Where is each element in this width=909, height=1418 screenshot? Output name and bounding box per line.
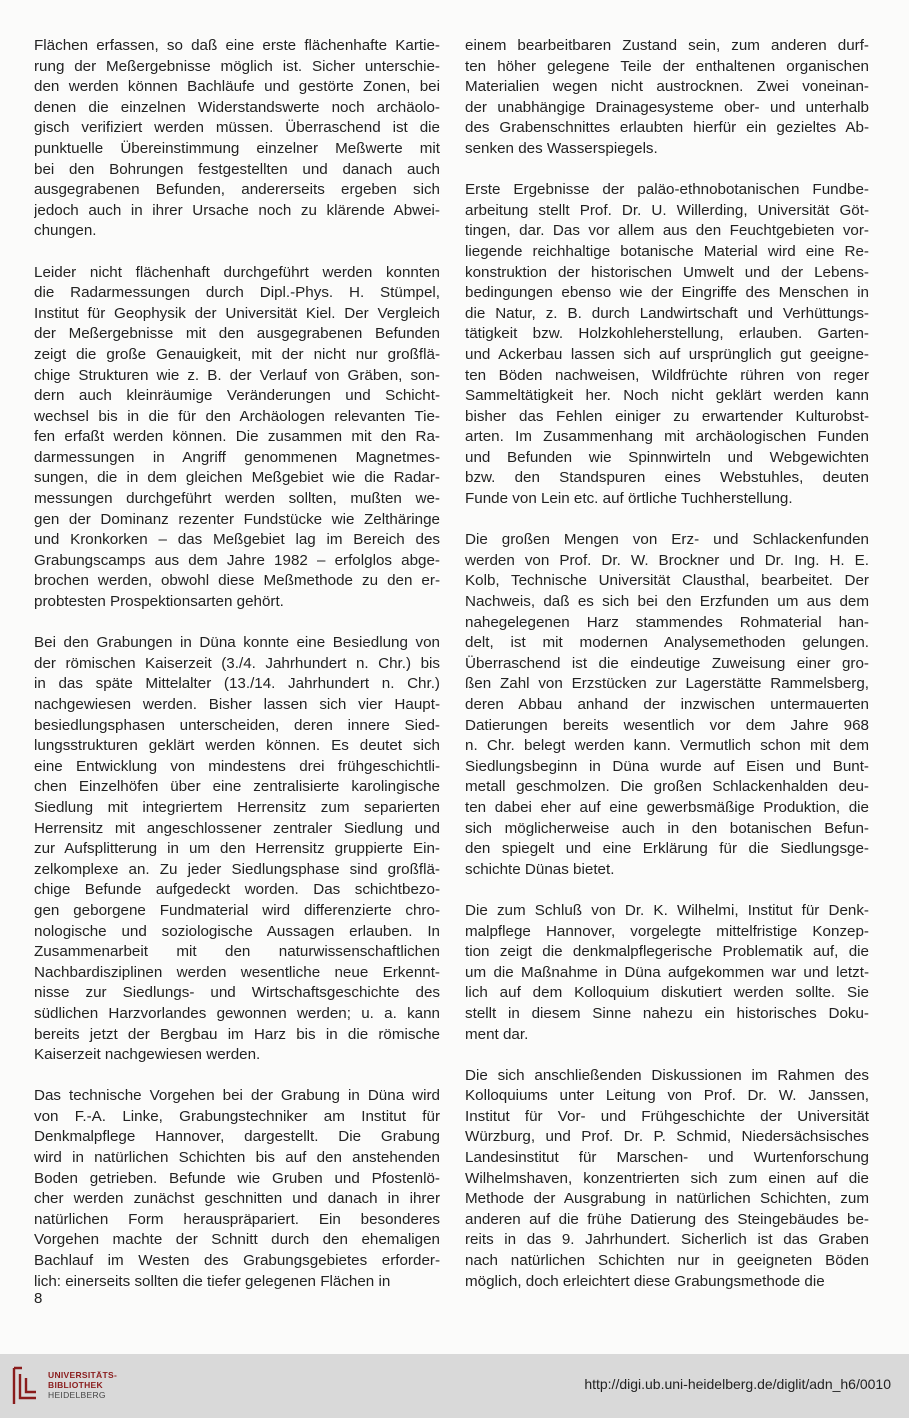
text-line: Landesinstitut für Marschen- und Wurtenforschung (465, 1149, 869, 1167)
paragraph (34, 36, 440, 242)
text-line: Kolb, Technische Universität Clausthal, bearbeitet. Der (465, 572, 869, 590)
text-line: Zusammenarbeit mit den naturwissenschaftlichen (34, 943, 440, 961)
text-line: gen der Dominanz rezenter Fundstücke wie Zelthäringe (34, 510, 440, 528)
text-line: ßen Zahl von Erzstücken zur Lagerstätte Rammelsberg, (465, 675, 869, 693)
text-line: und Kronkorken – das Meßgebiet lag im Bereich des (34, 531, 440, 549)
text-line: und Ackerbau lassen sich auf ursprünglich gut geeigne- (465, 345, 869, 363)
text-line: Erste Ergebnisse der paläo-ethnobotanischen Fundbe- (465, 181, 869, 199)
text-line: Leider nicht flächenhaft durchgeführt werden konnten (34, 263, 440, 281)
text-line: werden von Prof. Dr. W. Brockner und Dr. Ing. H. E. (465, 551, 869, 569)
text-line: arbeitung stellt Prof. Dr. U. Willerding, Universität Göt- (465, 201, 869, 219)
text-line: denen die einzelnen Widerstandswerte noch archäolo- (34, 98, 440, 116)
footer-bar (0, 1354, 909, 1418)
text-line: um die Maßnahme in Düna aufgekommen war und letzt- (465, 963, 869, 981)
text-line: Überraschend ist die eindeutige Zuweisung einer gro- (465, 654, 869, 672)
text-line: liegende reichhaltige botanische Material wird eine Re- (465, 242, 869, 260)
text-line: von F.-A. Linke, Grabungstechniker am Institut für (34, 1107, 440, 1125)
paragraph (34, 1086, 440, 1292)
text-line: den werden können Bachläufe und gestörte Zonen, bei (34, 78, 440, 96)
paragraph (34, 633, 440, 1065)
text-line: gen geborgene Fundmaterial wird differenzierte chro- (34, 901, 440, 919)
text-line: delt, ist mit modernen Analysemethoden gelungen. (465, 634, 869, 652)
paragraph (34, 263, 440, 613)
text-line: Sammeltätigkeit her. Noch nicht geklärt werden kann (465, 387, 869, 405)
text-line: chungen. (34, 222, 97, 240)
text-line: malpflege Hannover, vorgelegte mittelfristige Konzep- (465, 922, 869, 940)
text-line: einem bearbeitbaren Zustand sein, zum anderen durf- (465, 37, 869, 54)
text-line: bisher das Fehlen einiger zu erwartender Kulturobst- (465, 407, 869, 425)
text-line: Institut für Vor- und Frühgeschichte der Universität (465, 1107, 869, 1125)
library-logo-icon (10, 1364, 40, 1408)
text-line: der unabhängige Drainagesysteme ober- und unterhalb (465, 98, 869, 116)
text-line: chen Einzelhöfen über eine zentralisierte karolingische (34, 778, 440, 796)
text-line: gisch verifiziert werden müssen. Überraschend ist die (34, 119, 440, 137)
text-line: bei den Bohrungen festgestellten und danach auch (34, 160, 440, 178)
text-line: brochen werden, obwohl diese Meßmethode zu den er- (34, 572, 440, 590)
text-line: zur Aufsplitterung in um den Herrensitz gruppierte Ein- (34, 840, 440, 858)
text-line: bzw. den Standspuren eines Webstuhles, deuten (465, 469, 869, 487)
library-logo-text (48, 1370, 117, 1400)
text-line: Kaiserzeit nachgewiesen werden. (34, 1046, 261, 1064)
text-line: chige Strukturen wie z. B. der Verlauf von Gräben, son- (34, 366, 440, 384)
text-line: Materialien wegen nicht austrocknen. Zwei voneinan- (465, 78, 869, 96)
text-line: natürlichen Form herauspräpariert. Ein besonderes (34, 1210, 440, 1228)
left-column (34, 36, 440, 1313)
text-line: die Radarmessungen durch Dipl.-Phys. H. Stümpel, (34, 284, 440, 302)
text-line: probtesten Prospektionsarten gehört. (34, 593, 284, 611)
text-line: besiedlungsphasen unterscheiden, deren innere Sied- (34, 716, 440, 734)
text-line: wird in natürlichen Schichten bis auf den anstehenden (34, 1149, 440, 1167)
text-line: des Grabenschnittes erlaubten hierfür ein gezieltes Ab- (465, 119, 869, 137)
text-line: darmessungen in Angriff genommenen Magnetmes- (34, 448, 440, 466)
text-line: Die zum Schluß von Dr. K. Wilhelmi, Institut für Denk- (465, 901, 869, 919)
text-line: dern auch kleinräumige Veränderungen und Schicht- (34, 387, 440, 405)
logo-line-3: HEIDELBERG (48, 1390, 106, 1400)
text-line: chige Befunde aufgedeckt worden. Das schichtbezo- (34, 881, 440, 899)
text-line: nahegelegenen Harz stammendes Rohmaterial han- (465, 613, 869, 631)
text-line: Nachweis, daß es sich bei den Erzfunden um aus dem (465, 593, 869, 611)
text-line: bedingungen ebenso wie der Eingriffe des Menschen in (465, 284, 869, 302)
text-line: ten dabei eher auf eine gewerbsmäßige Produktion, die (465, 798, 869, 816)
text-line: Die sich anschließenden Diskussionen im Rahmen des (465, 1066, 869, 1084)
text-line: schichte Dünas bietet. (465, 860, 615, 878)
text-line: Bachlauf im Westen des Grabungsgebietes erforder- (34, 1252, 440, 1270)
text-line: nologische und soziologische Aussagen erlauben. In (34, 922, 440, 940)
text-line: südlichen Harzvorlandes gewonnen werden; u. a. kann (34, 1004, 440, 1022)
text-line: Kolloquiums unter Leitung von Prof. Dr. W. Janssen, (465, 1087, 869, 1105)
paragraph (465, 36, 869, 160)
text-line: lungsstrukturen geklärt werden können. Es deutet sich (34, 737, 440, 755)
text-line: ten höher gelegene Teile der enthaltenen organischen (465, 57, 869, 75)
text-line: lich auf dem Kolloquium diskutiert werden sollte. Sie (465, 984, 869, 1002)
paragraph (465, 530, 869, 880)
text-line: Siedlung mit integriertem Herrensitz zum separierten (34, 798, 440, 816)
text-line: fen erfaßt werden können. Die zusammen mit den Ra- (34, 428, 440, 446)
text-line: den spiegelt und eine Erklärung für die Siedlungsge- (465, 840, 869, 858)
text-line: sich möglicherweise auch in den botanischen Befun- (465, 819, 869, 837)
text-line: Herrensitz mit angeschlossener zentraler Siedlung und (34, 819, 440, 837)
right-column (465, 36, 869, 1313)
text-line: n. Chr. belegt werden kann. Vermutlich schon mit dem (465, 737, 869, 755)
text-line: Funde von Lein etc. auf örtliche Tuchherstellung. (465, 490, 793, 508)
text-line: Das technische Vorgehen bei der Grabung in Düna wird (34, 1087, 440, 1105)
text-line: Institut für Geophysik der Universität Kiel. Der Vergleich (34, 304, 440, 322)
text-line: die Natur, z. B. durch Landwirtschaft und Verhüttungs- (465, 304, 869, 322)
text-line: nachgewiesen werden. Bisher lassen sich vier Haupt- (34, 696, 440, 713)
text-line: reits in das 9. Jahrhundert. Sicherlich ist das Graben (465, 1231, 869, 1249)
text-line: tingen, dar. Das vor allem aus den Feuchtgebieten vor- (465, 222, 869, 240)
text-line: metall geschmolzen. Die großen Schlackenhalden deu- (465, 778, 869, 796)
text-line: jedoch auch in ihrer Ursache noch zu klärende Abwei- (34, 201, 440, 219)
text-line: anderen auf die frühe Datierung des Steingebäudes be- (465, 1210, 869, 1228)
text-line: Nachbardisziplinen werden wesentliche neue Erkennt- (34, 963, 440, 981)
paragraph (465, 1066, 869, 1293)
text-line: wechsel bis in die für den Archäologen relevanten Tie- (34, 407, 440, 425)
text-line: konstruktion der historischen Umwelt und der Lebens- (465, 263, 869, 281)
text-line: Die großen Mengen von Erz- und Schlackenfunden (465, 531, 869, 549)
paragraph (465, 180, 869, 510)
text-line: tion zeigt die denkmalpflegerische Problematik auf, die (465, 943, 869, 961)
text-line: eine Entwicklung von mindestens drei frühgeschichtli- (34, 757, 440, 775)
text-line: rung der Meßergebnisse möglich ist. Sicher unterschie- (34, 57, 440, 75)
text-line: Boden getrieben. Befunde wie Gruben und Pfostenlö- (34, 1169, 440, 1187)
text-line: ten Böden nachweisen, Wildfrüchte rühren von reger (465, 366, 869, 384)
text-line: der Meßergebnisse mit den ausgegrabenen Befunden (34, 325, 440, 343)
text-line: Datierungen bereits wesentlich vor dem Jahre 968 (465, 716, 869, 734)
text-line: Wilhelmshaven, konzentrierten sich zum einen auf die (465, 1169, 869, 1187)
text-line: Bei den Grabungen in Düna konnte eine Besiedlung von (34, 634, 440, 652)
text-line: arten. Im Zusammenhang mit archäologischen Funden (465, 428, 869, 446)
page-number: 8 (34, 1290, 43, 1307)
text-line: Denkmalpflege Hannover, dargestellt. Die Grabung (34, 1128, 440, 1146)
logo-line-1: UNIVERSITÄTS- (48, 1370, 118, 1380)
text-line: Methode der Ausgrabung in natürlichen Schichten, zum (465, 1190, 869, 1208)
text-line: tätigkeit bzw. Holzkohleherstellung, erlauben. Garten- (465, 325, 869, 343)
source-url-link[interactable]: http://digi.ub.uni-heidelberg.de/diglit/adn_h6/0010 (584, 1376, 891, 1392)
text-line: Grabungscamps aus dem Jahre 1982 – erfolglos abge- (34, 551, 440, 569)
text-line: und Befunden wie Spinnwirteln und Webgewichten (465, 448, 869, 466)
logo-line-2: BIBLIOTHEK (48, 1380, 103, 1390)
text-line: Würzburg, und Prof. Dr. P. Schmid, Niedersächsisches (465, 1128, 869, 1146)
text-line: senken des Wasserspiegels. (465, 139, 658, 157)
text-line: lich: einerseits sollten die tiefer gelegenen Flächen in (34, 1272, 391, 1290)
text-line: stellt in diesem Sinne nahezu ein historisches Doku- (465, 1004, 869, 1022)
text-line: ausgegrabenen Befunden, andererseits ergeben sich (34, 181, 440, 199)
text-line: in das späte Mittelalter (13./14. Jahrhundert n. Chr.) (34, 675, 440, 693)
text-line: Vorgehen machte der Schnitt durch den ehemaligen (34, 1231, 440, 1249)
text-line: Siedlungsbeginn in Düna wurde auf Eisen und Bunt- (465, 757, 869, 775)
text-line: zeigt die große Genauigkeit, mit der nicht nur großflä- (34, 345, 440, 363)
text-line: nach natürlichen Schichten nur in geeigneten Böden (465, 1252, 869, 1270)
text-line: möglich, doch erleichtert diese Grabungsmethode die (465, 1272, 825, 1290)
text-line: sungen, die in dem gleichen Meßgebiet wie die Radar- (34, 469, 440, 487)
text-line: der römischen Kaiserzeit (3./4. Jahrhundert n. Chr.) bis (34, 654, 440, 672)
text-line: bereits jetzt der Bergbau im Harz bis in die römische (34, 1025, 440, 1043)
text-line: messungen durchgeführt werden sollten, mußten we- (34, 490, 440, 508)
text-line: cher werden zunächst geschnitten und danach in ihrer (34, 1190, 440, 1208)
text-line: zelkomplexe an. Zu jeder Siedlungsphase sind großflä- (34, 860, 440, 878)
text-line: Flächen erfassen, so daß eine erste flächenhafte Kartie- (34, 37, 440, 54)
text-line: ment dar. (465, 1025, 529, 1043)
text-line: deren Abbau anhand der inzwischen untermauerten (465, 696, 869, 713)
text-line: nisse zur Siedlungs- und Wirtschaftsgeschichte des (34, 984, 440, 1002)
text-line: punktuelle Übereinstimmung einzelner Meßwerte mit (34, 139, 440, 157)
paragraph (465, 901, 869, 1045)
